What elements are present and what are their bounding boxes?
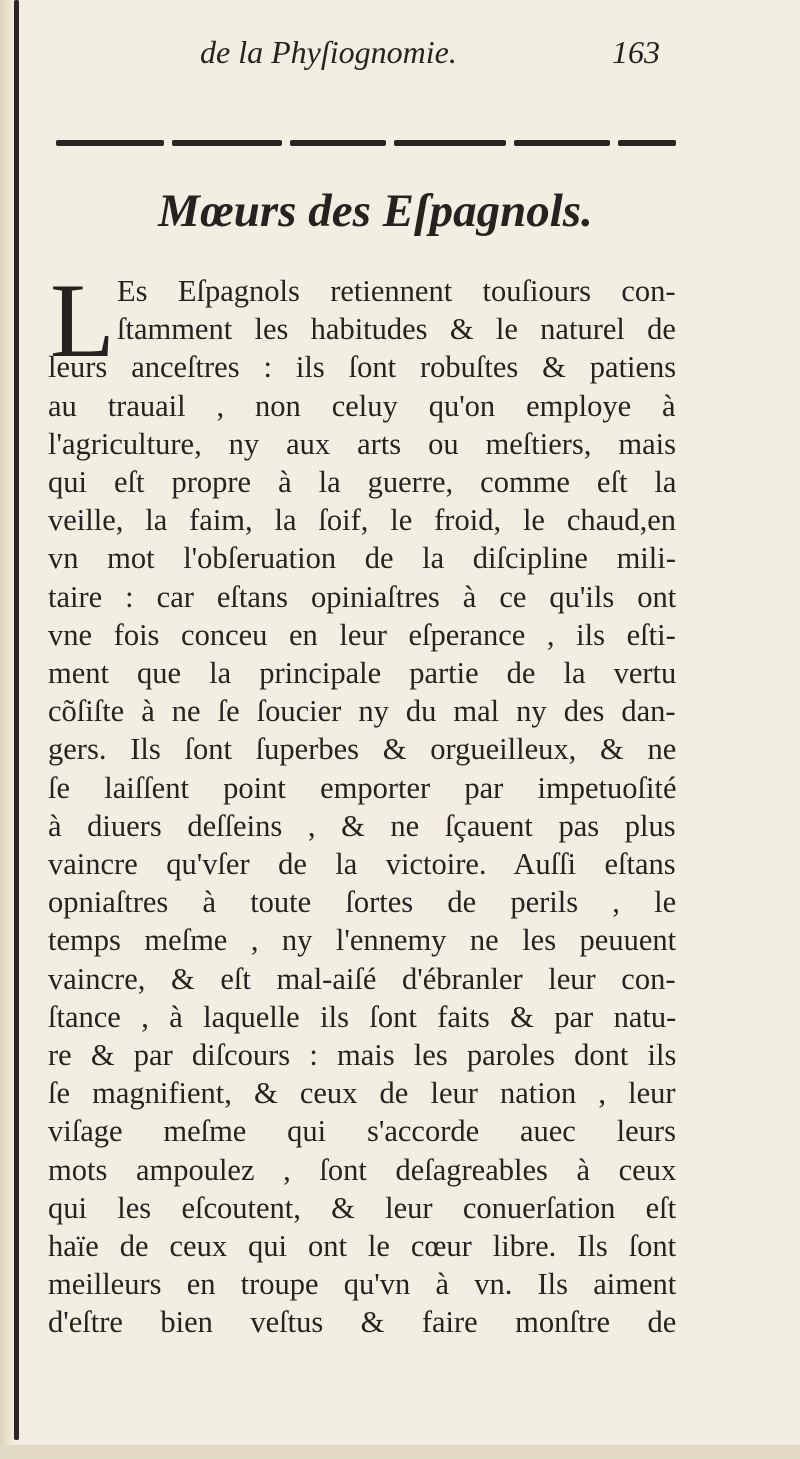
text-line: vaincre, & eſt mal-aiſé d'ébranler leur con- [48,961,676,996]
text-line: ſe magnifient, & ceux de leur nation , leur [48,1076,676,1111]
text-line: ſtamment les habitudes & le naturel de [117,312,676,347]
text-line: temps meſme , ny l'ennemy ne les peuuent [48,923,677,958]
text-line: veille, la faim, la ſoif, le froid, le chaud,en [48,503,677,538]
text-line: cõſiſte à ne ſe ſoucier ny du mal ny des dan- [48,694,676,729]
text-line: l'agriculture, ny aux arts ou meſtiers, mais [48,426,676,461]
text-line: haïe de ceux qui ont le cœur libre. Ils ſont [48,1229,677,1263]
text-line: re & par diſcours : mais les paroles dont ils [48,1038,677,1072]
text-line: ment que la principale partie de la vertu [48,656,677,690]
text-line: vne fois conceu en leur eſperance , ils eſti- [48,617,676,652]
running-head: de la Phyſiognomie. [200,34,457,70]
text-line: mots ampoulez , ſont deſagreables à ceux [48,1152,677,1187]
text-line: opniaſtres à toute ſortes de perils , le [48,885,677,920]
text-line: d'eſtre bien veſtus & faire monſtre de [48,1305,677,1340]
text-line: qui les eſcoutent, & leur conuerſation eſt [48,1190,677,1225]
text-line: taire : car eſtans opiniaſtres à ce qu'ils ont [48,579,677,614]
text-line: ſtance , à laquelle ils ſont faits & par natu- [48,999,677,1034]
text-line: viſage meſme qui s'accorde auec leurs [48,1114,676,1149]
ornamental-rule [56,138,676,148]
text-line: à diuers deſſeins , & ne ſçauent pas plus [48,808,676,843]
section-title: Mœurs des Eſpagnols. [158,185,593,237]
page-number: 163 [612,34,660,70]
page-bottom-edge [0,1445,800,1459]
text-line: gers. Ils ſont ſuperbes & orgueilleux, & ne [48,732,677,767]
text-line: Es Eſpagnols retiennent touſiours con- [117,274,676,308]
text-line: qui eſt propre à la guerre, comme eſt la [48,465,677,499]
text-line: au trauail , non celuy qu'on employe à [48,388,676,423]
binding-edge [14,0,19,1440]
text-line: ſe laiſſent point emporter par impetuoſité [48,770,677,805]
text-line: vn mot l'obſeruation de la diſcipline mili- [48,541,676,576]
text-line: leurs anceſtres : ils ſont robuſtes & patiens [48,350,677,385]
text-line: vaincre qu'vſer de la victoire. Auſſi eſtans [48,847,676,881]
drop-cap: L [50,262,115,379]
text-line: meilleurs en troupe qu'vn à vn. Ils aiment [48,1267,677,1302]
